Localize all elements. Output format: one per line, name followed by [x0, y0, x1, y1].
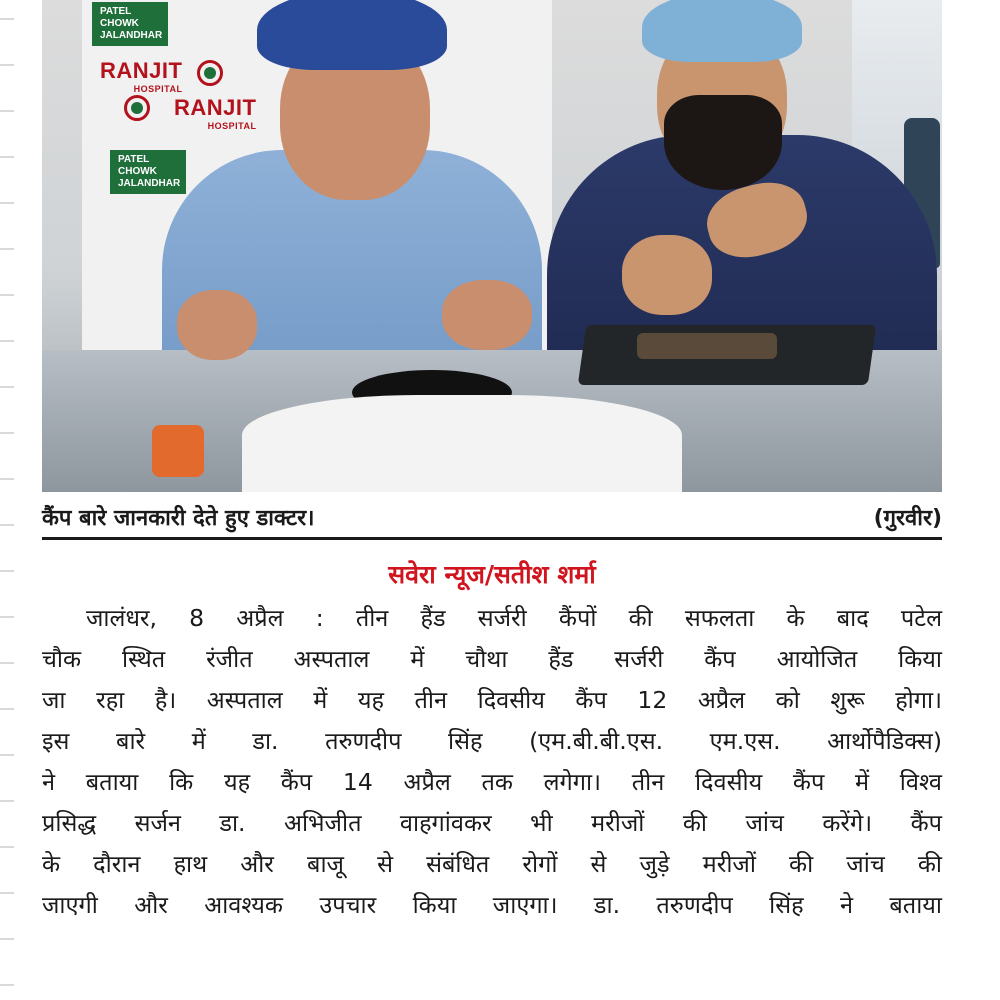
hand	[177, 290, 257, 360]
hospital-seal-icon	[124, 95, 150, 121]
article-line: ने बताया कि यह कैंप 14 अप्रैल तक लगेगा। तीन दिवसीय कैंप में विश्व	[42, 768, 942, 796]
article-line: के दौरान हाथ और बाजू से संबंधित रोगों से जुड़े मरीजों की जांच की	[42, 850, 942, 878]
article-line: इस बारे में डा. तरुणदीप सिंह (एम.बी.बी.एस. एम.एस. आर्थोपैडिक्स)	[42, 727, 942, 755]
page-edge	[0, 0, 14, 1000]
article-line: जाएगी और आवश्यक उपचार किया जाएगा। डा. तरुणदीप सिंह ने बताया	[42, 891, 942, 919]
article-line: जा रहा है। अस्पताल में यह तीन दिवसीय कैंप 12 अप्रैल को शुरू होगा।	[42, 686, 942, 714]
backdrop-logo: RANJIT HOSPITAL	[100, 58, 183, 94]
article-body	[42, 598, 942, 926]
blue-turban	[257, 0, 447, 70]
news-photo	[42, 0, 942, 492]
doctor-right-beard	[664, 95, 782, 190]
article-line: जालंधर, 8 अप्रैल : तीन हैंड सर्जरी कैंपों की सफलता के बाद पटेल	[86, 604, 942, 632]
byline: सवेरा न्यूज/सतीश शर्मा	[388, 560, 596, 589]
caption-text: कैंप बारे जानकारी देते हुए डाक्टर।	[42, 506, 315, 531]
hand	[442, 280, 532, 350]
bone-model	[242, 395, 682, 492]
orange-container	[152, 425, 204, 477]
hospital-seal-icon	[197, 60, 223, 86]
backdrop-badge: PATEL CHOWK JALANDHAR	[110, 150, 186, 194]
mobile-phone	[637, 333, 777, 359]
light-blue-turban	[642, 0, 802, 62]
backdrop-logo: RANJIT HOSPITAL	[174, 95, 257, 131]
hand	[622, 235, 712, 315]
article-line: चौक स्थित रंजीत अस्पताल में चौथा हैंड सर्जरी कैंप आयोजित किया	[42, 645, 942, 673]
photo-caption	[42, 500, 942, 540]
article-line: प्रसिद्ध सर्जन डा. अभिजीत वाहगांवकर भी मरीजों की जांच करेंगे। कैंप	[42, 809, 942, 837]
photo-credit: (गुरवीर)	[873, 506, 942, 531]
backdrop-badge: PATEL CHOWK JALANDHAR	[92, 2, 168, 46]
